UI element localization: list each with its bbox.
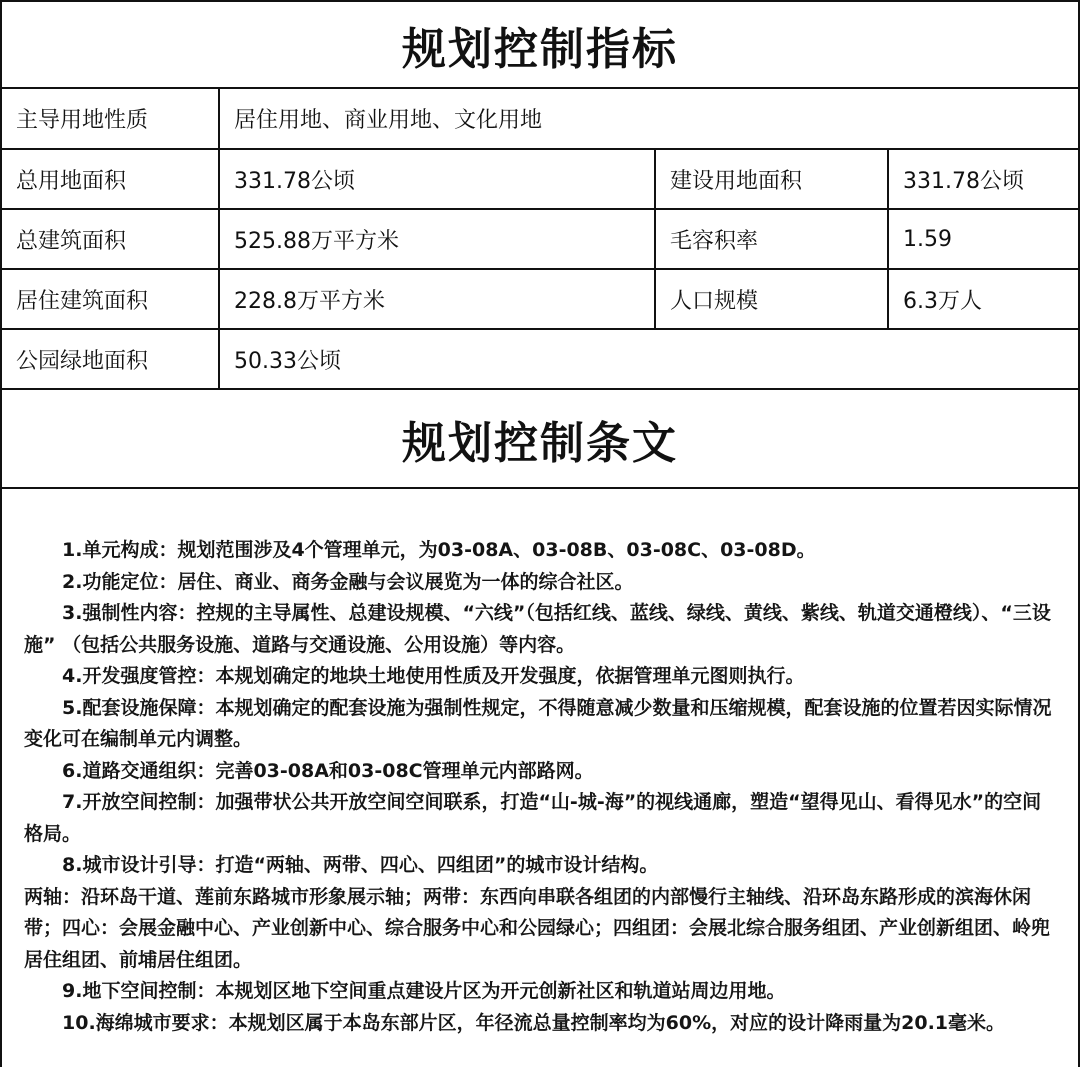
- table-row: [2, 209, 1078, 269]
- clause-5: 5.配套设施保障：本规划确定的配套设施为强制性规定，不得随意减少数量和压缩规模，配套设施的位置若因实际情况变化可在编制单元内调整。: [24, 696, 1052, 750]
- residential-floor-area-value: 228.8万平方米: [219, 269, 655, 329]
- clause-10: 10.海绵城市要求：本规划区属于本岛东部片区，年径流总量控制率均为60%，对应的设计降雨量为20.1毫米。: [62, 1011, 1006, 1034]
- floor-area-ratio-label: 毛容积率: [655, 209, 888, 269]
- clause-3: 3.强制性内容：控规的主导属性、总建设规模、“六线”（包括红线、蓝线、绿线、黄线、紫线、轨道交通橙线）、“三设施” （包括公共服务设施、道路与交通设施、公用设施）等内容。: [24, 602, 1051, 656]
- table-row: [2, 89, 1078, 149]
- construction-land-area-label: 建设用地面积: [655, 149, 888, 209]
- park-green-area-label: 公园绿地面积: [2, 329, 219, 389]
- indicators-title: 规划控制指标: [2, 0, 1078, 89]
- clauses-title: 规划控制条文: [2, 390, 1078, 489]
- indicators-table: [2, 89, 1078, 390]
- total-floor-area-value: 525.88万平方米: [219, 209, 655, 269]
- clause-2: 2.功能定位：居住、商业、商务金融与会议展览为一体的综合社区。: [62, 570, 634, 593]
- population-label: 人口规模: [655, 269, 888, 329]
- park-green-area-value: 50.33公顷: [219, 329, 1078, 389]
- clause-1: 1.单元构成：规划范围涉及4个管理单元，为03-08A、03-08B、03-08C、03-08D。: [62, 539, 816, 561]
- clause-8-detail: 两轴：沿环岛干道、莲前东路城市形象展示轴；两带：东西向串联各组团的内部慢行主轴线、沿环岛东路形成的滨海休闲带；四心：会展金融中心、产业创新中心、综合服务中心和公园绿心；四组团：会展北综合服务组团、产业创新组团、岭兜居住组团、前埔居住组团。: [24, 885, 1051, 971]
- clause-7: 7.开放空间控制：加强带状公共开放空间空间联系，打造“山-城-海”的视线通廊，塑造“望得见山、看得见水”的空间格局。: [24, 791, 1042, 845]
- clause-8: 8.城市设计引导：打造“两轴、两带、四心、四组团”的城市设计结构。: [62, 854, 659, 876]
- clause-9: 9.地下空间控制：本规划区地下空间重点建设片区为开元创新社区和轨道站周边用地。: [62, 980, 786, 1002]
- population-value: 6.3万人: [888, 269, 1078, 329]
- land-use-label: 主导用地性质: [2, 89, 219, 149]
- table-row: [2, 269, 1078, 329]
- total-floor-area-label: 总建筑面积: [2, 209, 219, 269]
- floor-area-ratio-value: 1.59: [888, 209, 1078, 269]
- construction-land-area-value: 331.78公顷: [888, 149, 1078, 209]
- table-row: [2, 149, 1078, 209]
- total-land-area-value: 331.78公顷: [219, 149, 655, 209]
- total-land-area-label: 总用地面积: [2, 149, 219, 209]
- land-use-value: 居住用地、商业用地、文化用地: [219, 89, 1078, 149]
- clauses-body: [2, 489, 1078, 1039]
- table-row: [2, 329, 1078, 389]
- clause-6: 6.道路交通组织：完善03-08A和03-08C管理单元内部路网。: [62, 759, 594, 782]
- residential-floor-area-label: 居住建筑面积: [2, 269, 219, 329]
- clause-4: 4.开发强度管控：本规划确定的地块土地使用性质及开发强度，依据管理单元图则执行。: [62, 665, 805, 687]
